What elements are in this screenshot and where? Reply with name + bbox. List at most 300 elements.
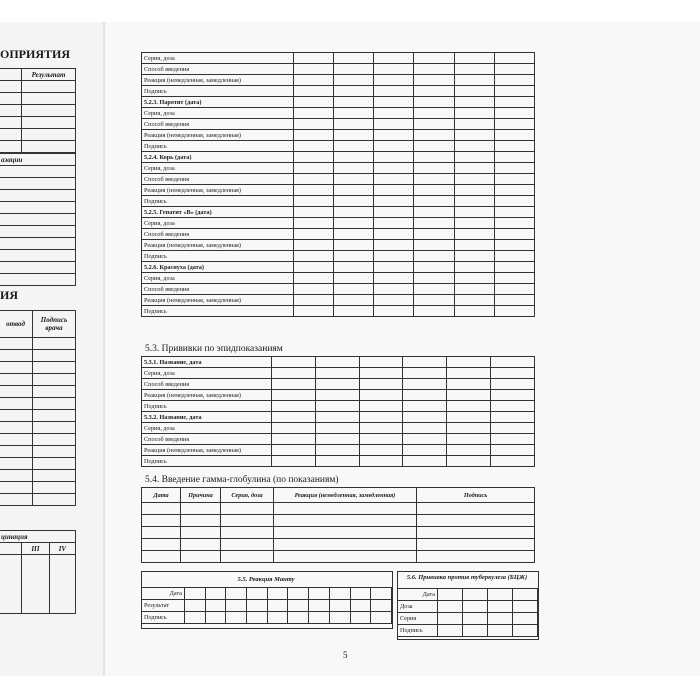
entry-cell[interactable]	[454, 53, 494, 64]
table-row	[142, 130, 535, 141]
entry-cell[interactable]	[414, 119, 454, 130]
entry-cell[interactable]	[315, 434, 359, 445]
table-row	[142, 401, 535, 412]
entry-cell[interactable]	[494, 273, 534, 284]
entry-cell[interactable]	[491, 357, 535, 368]
entry-cell[interactable]	[294, 64, 334, 75]
entry-cell[interactable]	[315, 445, 359, 456]
entry-cell[interactable]	[247, 612, 268, 624]
entry-cell[interactable]	[494, 207, 534, 218]
entry-cell[interactable]	[438, 601, 463, 613]
entry-cell[interactable]	[414, 64, 454, 75]
entry-cell[interactable]	[403, 456, 447, 467]
entry-cell[interactable]	[334, 262, 374, 273]
entry-cell[interactable]	[463, 625, 488, 637]
entry-cell[interactable]	[403, 434, 447, 445]
entry-cell[interactable]	[294, 152, 334, 163]
entry-cell[interactable]	[334, 152, 374, 163]
entry-cell[interactable]	[267, 600, 288, 612]
entry-cell[interactable]	[403, 368, 447, 379]
entry-cell[interactable]	[205, 612, 226, 624]
entry-cell[interactable]	[315, 390, 359, 401]
table-row	[142, 295, 535, 306]
entry-cell[interactable]	[403, 390, 447, 401]
entry-cell[interactable]	[309, 600, 330, 612]
entry-cell[interactable]	[294, 273, 334, 284]
entry-cell[interactable]	[294, 295, 334, 306]
entry-cell[interactable]	[294, 251, 334, 262]
entry-cell[interactable]	[272, 412, 316, 423]
entry-cell[interactable]	[454, 130, 494, 141]
entry-cell[interactable]	[454, 163, 494, 174]
entry-cell[interactable]	[226, 588, 247, 600]
entry-cell[interactable]	[329, 588, 350, 600]
entry-cell[interactable]	[334, 86, 374, 97]
entry-cell[interactable]	[315, 357, 359, 368]
entry-cell[interactable]	[294, 240, 334, 251]
row-label: Подпись	[142, 401, 272, 412]
entry-cell[interactable]	[494, 251, 534, 262]
entry-cell[interactable]	[414, 262, 454, 273]
entry-cell[interactable]	[294, 262, 334, 273]
entry-cell[interactable]	[272, 445, 316, 456]
entry-cell[interactable]	[454, 284, 494, 295]
entry-cell[interactable]	[414, 141, 454, 152]
row-label: Реакция (немедленная, замедленная)	[142, 240, 294, 251]
left-fragment-1: азации	[0, 154, 76, 166]
table-row	[398, 613, 538, 625]
entry-cell[interactable]	[374, 108, 414, 119]
entry-cell[interactable]	[371, 600, 392, 612]
entry-cell[interactable]	[294, 75, 334, 86]
row-label: Реакция (немедленная, замедленная)	[142, 130, 294, 141]
entry-cell[interactable]	[315, 401, 359, 412]
entry-cell[interactable]	[294, 53, 334, 64]
entry-cell[interactable]	[463, 613, 488, 625]
entry-cell[interactable]	[494, 108, 534, 119]
entry-cell[interactable]	[334, 97, 374, 108]
entry-cell[interactable]	[491, 434, 535, 445]
entry-cell[interactable]	[350, 600, 371, 612]
table-row	[142, 196, 535, 207]
entry-cell[interactable]	[226, 612, 247, 624]
entry-cell[interactable]	[438, 613, 463, 625]
entry-cell[interactable]	[205, 588, 226, 600]
table-row	[142, 390, 535, 401]
entry-cell[interactable]	[334, 75, 374, 86]
entry-cell[interactable]	[454, 75, 494, 86]
entry-cell[interactable]	[309, 612, 330, 624]
entry-cell[interactable]	[359, 390, 403, 401]
entry-cell[interactable]	[374, 295, 414, 306]
left-fragment-2: цинация	[0, 531, 76, 543]
entry-cell[interactable]	[334, 119, 374, 130]
entry-cell[interactable]	[454, 306, 494, 317]
entry-cell[interactable]	[294, 306, 334, 317]
entry-cell[interactable]	[414, 207, 454, 218]
entry-cell[interactable]	[267, 588, 288, 600]
entry-cell[interactable]	[491, 401, 535, 412]
entry-cell[interactable]	[334, 240, 374, 251]
entry-cell[interactable]	[315, 368, 359, 379]
entry-cell[interactable]	[185, 612, 206, 624]
row-label: 5.3.1. Название, дата	[142, 357, 272, 368]
page-number: 5	[343, 650, 348, 660]
entry-cell[interactable]	[294, 108, 334, 119]
entry-cell[interactable]	[374, 97, 414, 108]
entry-cell[interactable]	[447, 357, 491, 368]
entry-cell[interactable]	[272, 456, 316, 467]
entry-cell[interactable]	[294, 284, 334, 295]
entry-cell[interactable]	[488, 601, 513, 613]
entry-cell[interactable]	[374, 141, 414, 152]
entry-cell[interactable]	[374, 53, 414, 64]
gg-col-reaction: Реакция (немедленная, замедленная)	[274, 488, 417, 503]
entry-cell[interactable]	[454, 141, 494, 152]
entry-cell[interactable]	[414, 229, 454, 240]
entry-cell[interactable]	[334, 174, 374, 185]
entry-cell[interactable]	[374, 251, 414, 262]
entry-cell[interactable]	[185, 588, 206, 600]
entry-cell[interactable]	[403, 357, 447, 368]
entry-cell[interactable]	[359, 456, 403, 467]
entry-cell[interactable]	[454, 185, 494, 196]
row-label: Реакция (немедленная, замедленная)	[142, 445, 272, 456]
gg-col-signature: Подпись	[417, 488, 535, 503]
entry-cell[interactable]	[294, 229, 334, 240]
entry-cell[interactable]	[463, 601, 488, 613]
entry-cell[interactable]	[403, 379, 447, 390]
entry-cell[interactable]	[403, 412, 447, 423]
entry-cell[interactable]	[454, 108, 494, 119]
entry-cell[interactable]	[438, 625, 463, 637]
entry-cell[interactable]	[438, 589, 463, 601]
entry-cell[interactable]	[488, 613, 513, 625]
entry-cell[interactable]	[454, 229, 494, 240]
entry-cell[interactable]	[334, 53, 374, 64]
entry-cell[interactable]	[294, 97, 334, 108]
table-row	[142, 97, 535, 108]
row-label: Дата	[398, 589, 438, 601]
entry-cell[interactable]	[494, 262, 534, 273]
entry-cell[interactable]	[334, 218, 374, 229]
result-header: Результат	[22, 69, 76, 81]
entry-cell[interactable]	[294, 207, 334, 218]
entry-cell[interactable]	[288, 612, 309, 624]
entry-cell[interactable]	[414, 251, 454, 262]
entry-cell[interactable]	[454, 240, 494, 251]
entry-cell[interactable]	[374, 130, 414, 141]
entry-cell[interactable]	[414, 97, 454, 108]
entry-cell[interactable]	[414, 53, 454, 64]
entry-cell[interactable]	[374, 218, 414, 229]
entry-cell[interactable]	[494, 152, 534, 163]
entry-cell[interactable]	[334, 251, 374, 262]
entry-cell[interactable]	[447, 445, 491, 456]
section-54-title: 5.4. Введение гамма-глобулина (по показаниям)	[145, 475, 339, 485]
row-label: 5.2.5. Гепатит «В» (дата)	[142, 207, 294, 218]
entry-cell[interactable]	[350, 612, 371, 624]
entry-cell[interactable]	[288, 600, 309, 612]
entry-cell[interactable]	[334, 64, 374, 75]
entry-cell[interactable]	[494, 229, 534, 240]
entry-cell[interactable]	[494, 185, 534, 196]
entry-cell[interactable]	[272, 357, 316, 368]
entry-cell[interactable]	[315, 412, 359, 423]
entry-cell[interactable]	[494, 86, 534, 97]
entry-cell[interactable]	[247, 600, 268, 612]
entry-cell[interactable]	[414, 174, 454, 185]
entry-cell[interactable]	[491, 379, 535, 390]
entry-cell[interactable]	[374, 152, 414, 163]
entry-cell[interactable]	[494, 174, 534, 185]
entry-cell[interactable]	[488, 625, 513, 637]
entry-cell[interactable]	[294, 130, 334, 141]
col-otvod: отвод	[0, 311, 33, 338]
entry-cell[interactable]	[513, 613, 538, 625]
entry-cell[interactable]	[294, 185, 334, 196]
row-label: Способ введения	[142, 64, 294, 75]
entry-cell[interactable]	[374, 75, 414, 86]
entry-cell[interactable]	[334, 306, 374, 317]
entry-cell[interactable]	[329, 612, 350, 624]
entry-cell[interactable]	[371, 588, 392, 600]
entry-cell[interactable]	[447, 456, 491, 467]
entry-cell[interactable]	[454, 262, 494, 273]
table-row	[142, 64, 535, 75]
entry-cell[interactable]	[294, 196, 334, 207]
entry-cell[interactable]	[272, 390, 316, 401]
entry-cell[interactable]	[494, 163, 534, 174]
entry-cell[interactable]	[491, 456, 535, 467]
entry-cell[interactable]	[374, 284, 414, 295]
entry-cell[interactable]	[371, 612, 392, 624]
entry-cell[interactable]	[414, 152, 454, 163]
entry-cell[interactable]	[491, 368, 535, 379]
entry-cell[interactable]	[374, 240, 414, 251]
entry-cell[interactable]	[374, 163, 414, 174]
entry-cell[interactable]	[414, 306, 454, 317]
row-label: Серия, доза	[142, 368, 272, 379]
entry-cell[interactable]	[494, 196, 534, 207]
entry-cell[interactable]	[494, 119, 534, 130]
entry-cell[interactable]	[454, 97, 494, 108]
row-label: Способ введения	[142, 229, 294, 240]
entry-cell[interactable]	[315, 456, 359, 467]
entry-cell[interactable]	[359, 412, 403, 423]
entry-cell[interactable]	[494, 64, 534, 75]
entry-cell[interactable]	[414, 284, 454, 295]
entry-cell[interactable]	[403, 423, 447, 434]
table-row	[142, 185, 535, 196]
table-row	[142, 240, 535, 251]
entry-cell[interactable]	[359, 423, 403, 434]
entry-cell[interactable]	[359, 445, 403, 456]
entry-cell[interactable]	[494, 97, 534, 108]
row-label: 5.2.6. Краснуха (дата)	[142, 262, 294, 273]
entry-cell[interactable]	[454, 207, 494, 218]
entry-cell[interactable]	[329, 600, 350, 612]
entry-cell[interactable]	[494, 295, 534, 306]
entry-cell[interactable]	[454, 64, 494, 75]
entry-cell[interactable]	[463, 589, 488, 601]
entry-cell[interactable]	[334, 130, 374, 141]
entry-cell[interactable]	[272, 368, 316, 379]
entry-cell[interactable]	[414, 196, 454, 207]
entry-cell[interactable]	[374, 273, 414, 284]
entry-cell[interactable]	[454, 251, 494, 262]
entry-cell[interactable]	[414, 295, 454, 306]
entry-cell[interactable]	[374, 229, 414, 240]
entry-cell[interactable]	[374, 86, 414, 97]
entry-cell[interactable]	[359, 357, 403, 368]
entry-cell[interactable]	[447, 390, 491, 401]
entry-cell[interactable]	[334, 108, 374, 119]
entry-cell[interactable]	[334, 141, 374, 152]
entry-cell[interactable]	[315, 379, 359, 390]
entry-cell[interactable]	[205, 600, 226, 612]
table-row	[142, 218, 535, 229]
table-row	[142, 273, 535, 284]
entry-cell[interactable]	[454, 174, 494, 185]
entry-cell[interactable]	[447, 379, 491, 390]
entry-cell[interactable]	[374, 306, 414, 317]
entry-cell[interactable]	[494, 218, 534, 229]
row-label: Способ введения	[142, 119, 294, 130]
entry-cell[interactable]	[374, 174, 414, 185]
left-table-2	[0, 153, 76, 286]
entry-cell[interactable]	[447, 423, 491, 434]
row-label: Доза	[398, 601, 438, 613]
entry-cell[interactable]	[454, 119, 494, 130]
entry-cell[interactable]	[513, 625, 538, 637]
entry-cell[interactable]	[414, 130, 454, 141]
row-label: Реакция (немедленная, замедленная)	[142, 390, 272, 401]
entry-cell[interactable]	[494, 306, 534, 317]
entry-cell[interactable]	[414, 108, 454, 119]
entry-cell[interactable]	[288, 588, 309, 600]
entry-cell[interactable]	[414, 240, 454, 251]
entry-cell[interactable]	[491, 390, 535, 401]
entry-cell[interactable]	[272, 379, 316, 390]
section-53-title: 5.3. Прививки по эпидпоказаниям	[145, 344, 283, 354]
entry-cell[interactable]	[334, 185, 374, 196]
entry-cell[interactable]	[294, 163, 334, 174]
entry-cell[interactable]	[491, 423, 535, 434]
row-label: Подпись	[142, 306, 294, 317]
entry-cell[interactable]	[513, 589, 538, 601]
entry-cell[interactable]	[403, 401, 447, 412]
roman-iv: IV	[49, 543, 75, 555]
entry-cell[interactable]	[185, 600, 206, 612]
entry-cell[interactable]	[294, 218, 334, 229]
entry-cell[interactable]	[491, 445, 535, 456]
entry-cell[interactable]	[513, 601, 538, 613]
entry-cell[interactable]	[334, 229, 374, 240]
entry-cell[interactable]	[315, 423, 359, 434]
entry-cell[interactable]	[454, 273, 494, 284]
entry-cell[interactable]	[334, 207, 374, 218]
entry-cell[interactable]	[454, 295, 494, 306]
entry-cell[interactable]	[374, 196, 414, 207]
entry-cell[interactable]	[488, 589, 513, 601]
entry-cell[interactable]	[334, 284, 374, 295]
entry-cell[interactable]	[454, 218, 494, 229]
entry-cell[interactable]	[350, 588, 371, 600]
entry-cell[interactable]	[374, 64, 414, 75]
entry-cell[interactable]	[272, 423, 316, 434]
entry-cell[interactable]	[267, 612, 288, 624]
entry-cell[interactable]	[491, 412, 535, 423]
entry-cell[interactable]	[414, 86, 454, 97]
entry-cell[interactable]	[494, 284, 534, 295]
row-label: Серия, доза	[142, 218, 294, 229]
left-table-3	[0, 310, 76, 506]
entry-cell[interactable]	[334, 295, 374, 306]
entry-cell[interactable]	[403, 445, 447, 456]
entry-cell[interactable]	[454, 152, 494, 163]
entry-cell[interactable]	[334, 196, 374, 207]
entry-cell[interactable]	[226, 600, 247, 612]
vaccination-table-52	[141, 52, 535, 317]
entry-cell[interactable]	[272, 401, 316, 412]
entry-cell[interactable]	[447, 412, 491, 423]
entry-cell[interactable]	[272, 434, 316, 445]
entry-cell[interactable]	[494, 141, 534, 152]
epid-vaccination-table	[141, 356, 535, 467]
entry-cell[interactable]	[334, 163, 374, 174]
entry-cell[interactable]	[374, 119, 414, 130]
entry-cell[interactable]	[494, 75, 534, 86]
entry-cell[interactable]	[494, 53, 534, 64]
entry-cell[interactable]	[494, 130, 534, 141]
entry-cell[interactable]	[359, 379, 403, 390]
entry-cell[interactable]	[414, 218, 454, 229]
entry-cell[interactable]	[294, 141, 334, 152]
entry-cell[interactable]	[454, 86, 494, 97]
entry-cell[interactable]	[414, 163, 454, 174]
entry-cell[interactable]	[359, 368, 403, 379]
entry-cell[interactable]	[414, 273, 454, 284]
entry-cell[interactable]	[309, 588, 330, 600]
entry-cell[interactable]	[359, 434, 403, 445]
entry-cell[interactable]	[414, 185, 454, 196]
table-row	[142, 86, 535, 97]
entry-cell[interactable]	[447, 401, 491, 412]
entry-cell[interactable]	[294, 174, 334, 185]
table-row	[142, 174, 535, 185]
entry-cell[interactable]	[359, 401, 403, 412]
entry-cell[interactable]	[374, 185, 414, 196]
entry-cell[interactable]	[374, 262, 414, 273]
entry-cell[interactable]	[294, 119, 334, 130]
entry-cell[interactable]	[374, 207, 414, 218]
entry-cell[interactable]	[294, 86, 334, 97]
entry-cell[interactable]	[454, 196, 494, 207]
row-label: Реакция (немедленная, замедленная)	[142, 185, 294, 196]
entry-cell[interactable]	[447, 368, 491, 379]
entry-cell[interactable]	[447, 434, 491, 445]
row-label: Подпись	[142, 141, 294, 152]
table-row	[142, 423, 535, 434]
entry-cell[interactable]	[334, 273, 374, 284]
entry-cell[interactable]	[494, 240, 534, 251]
row-label: Подпись	[142, 612, 185, 624]
entry-cell[interactable]	[414, 75, 454, 86]
table-row	[142, 412, 535, 423]
table-row	[142, 445, 535, 456]
entry-cell[interactable]	[247, 588, 268, 600]
